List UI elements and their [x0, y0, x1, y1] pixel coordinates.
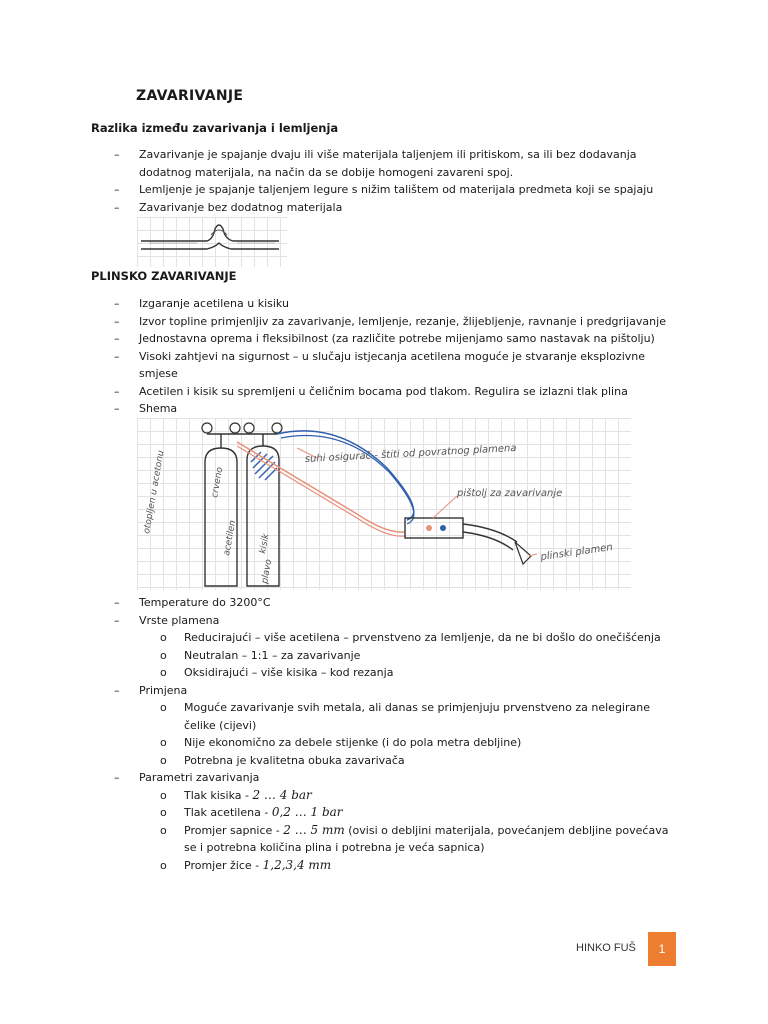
- list-item: – Temperature do 3200°C: [0, 594, 768, 612]
- sub-list-item: o Neutralan – 1:1 – za zavarivanje: [0, 647, 768, 665]
- parameter-value: 2 … 5 mm: [283, 822, 345, 837]
- parameter-item: o Promjer sapnice - 2 … 5 mm (ovisi o debljini materijala, povećanjem debljine povećava se i potrebna količina plina i potrebna je veća sapnica): [160, 822, 669, 854]
- list-item: – Zavarivanje je spajanje dvaju ili više materijala taljenjem ili pritiskom, sa ili bez dodavanja dodatnog materijala, na način da se dobije homogeni zavareni spoj.: [0, 146, 768, 181]
- blue-valve-icon: [440, 525, 446, 531]
- sketch-label-blue: plavo: [260, 558, 275, 585]
- page-title: ZAVARIVANJE: [136, 88, 244, 104]
- sketch-label-dissolved: otopljen u acetonu: [142, 449, 167, 535]
- sub-list-item: o Reducirajući – više acetilena – prvenstveno za lemljenje, da ne bi došlo do onečišćenja: [0, 629, 768, 647]
- weld-joint-drawing: [137, 217, 287, 267]
- list-item-text: Reducirajući – više acetilena – prvenstveno za lemljenje, da ne bi došlo do onečišćenja: [184, 631, 661, 644]
- list-item-text: Nije ekonomično za debele stijenke (i do pola metra debljine): [184, 736, 522, 749]
- sub-list-item: o Moguće zavarivanje svih metala, ali danas se primjenjuju prvenstveno za nelegirane čelike (cijevi): [0, 699, 768, 734]
- gauge-icon: [230, 423, 240, 433]
- torch-icon: [405, 518, 463, 538]
- list-item-text: Acetilen i kisik su spremljeni u čeličnim bocama pod tlakom. Regulira se izlazni tlak plina: [139, 384, 628, 398]
- sketch-label-dryer: suhi osigurač - štiti od povratnog plamena: [304, 442, 517, 465]
- flame-icon: [515, 542, 531, 564]
- flame-list: [0, 594, 768, 874]
- sketch-label-flame: plinski plamen: [539, 541, 614, 563]
- sketch-label-red: crveno: [210, 466, 226, 499]
- list-item-text: Izvor topline primjenljiv za zavarivanje, lemljenje, rezanje, žlijebljenje, ravnanje i predgrijavanje: [139, 314, 666, 328]
- list-item-text: Primjena: [139, 683, 188, 697]
- list-item: – Parametri zavarivanja: [0, 769, 768, 787]
- list-item-text: Neutralan – 1:1 – za zavarivanje: [184, 648, 361, 662]
- list-item: – Jednostavna oprema i fleksibilnost (za različite potrebe mijenjamo samo nastavak na pištolju): [0, 330, 768, 348]
- parameter-note: (ovisi o debljini materijala, povećanjem debljine povećava se i potrebna količina plina i potrebna je veća sapnica): [184, 823, 669, 854]
- sub-list-item: o Nije ekonomično za debele stijenke (i do pola metra debljine): [0, 734, 768, 752]
- sketch-label-oxygen: kisik: [258, 532, 272, 555]
- parameter-value: 2 … 4 bar: [252, 787, 312, 802]
- gauge-icon: [244, 423, 254, 433]
- gas-welding-scheme: [137, 418, 631, 590]
- list-item-text: Vrste plamena: [139, 613, 220, 627]
- list-item-text: Shema: [139, 402, 178, 415]
- list-item-text: Izgaranje acetilena u kisiku: [139, 297, 289, 310]
- parameter-label: Tlak acetilena -: [184, 806, 272, 819]
- parameter-item: o Promjer žice - 1,2,3,4 mm: [160, 857, 332, 872]
- list-item-text: Jednostavna oprema i fleksibilnost (za različite potrebe mijenjamo samo nastavak na pištolju): [139, 332, 655, 345]
- list-item: – Zavarivanje bez dodatnog materijala: [0, 199, 768, 217]
- footer-author: HINKO FUŠ: [576, 942, 636, 954]
- list-item-text: Moguće zavarivanje svih metala, ali danas se primjenjuju prvenstveno za nelegirane čelike (cijevi): [184, 701, 650, 732]
- section-heading-gas-welding: PLINSKO ZAVARIVANJE: [91, 269, 237, 283]
- weld-joint-sketch: [137, 217, 287, 267]
- list-item-text: Oksidirajući – više kisika – kod rezanja: [184, 666, 394, 679]
- list-item-text: Potrebna je kvalitetna obuka zavarivača: [184, 753, 405, 767]
- list-item-text: Temperature do 3200°C: [139, 596, 271, 609]
- list-item: – Lemljenje je spajanje taljenjem legure s nižim talištem od materijala predmeta koji se spajaju: [0, 181, 768, 199]
- list-item-text: Zavarivanje bez dodatnog materijala: [139, 200, 343, 214]
- page-number-badge: 1: [648, 932, 676, 966]
- sub-list-item: o Oksidirajući – više kisika – kod rezanja: [0, 664, 768, 682]
- parameter-value: 0,2 … 1 bar: [271, 805, 343, 819]
- list-item: – Shema: [0, 400, 768, 418]
- list-item-text: Zavarivanje je spajanje dvaju ili više materijala taljenjem ili pritiskom, sa ili bez dodavanja dodatnog materijala, na način da se dobije homogeni zavareni spoj.: [139, 148, 637, 179]
- difference-list: [0, 146, 768, 216]
- parameter-item: o Tlak acetilena - 0,2 … 1 bar: [160, 805, 343, 819]
- parameter-value: 1,2,3,4 mm: [262, 857, 332, 872]
- list-item-text: Parametri zavarivanja: [139, 771, 260, 784]
- list-item: – Acetilen i kisik su spremljeni u čeličnim bocama pod tlakom. Regulira se izlazni tlak plina: [0, 383, 768, 401]
- gas-welding-list: [0, 295, 768, 418]
- gauge-icon: [272, 423, 282, 433]
- list-item: – Izvor topline primjenljiv za zavarivanje, lemljenje, rezanje, žlijebljenje, ravnanje i predgrijavanje: [0, 313, 768, 331]
- list-item: – Primjena: [0, 682, 768, 700]
- gauge-icon: [202, 423, 212, 433]
- sub-list-item: o Potrebna je kvalitetna obuka zavarivača: [0, 752, 768, 770]
- list-item: – Vrste plamena: [0, 612, 768, 630]
- list-item: – Izgaranje acetilena u kisiku: [0, 295, 768, 313]
- list-item-text: Lemljenje je spajanje taljenjem legure s nižim talištem od materijala predmeta koji se spajaju: [139, 183, 654, 196]
- parameter-item: o Tlak kisika - 2 … 4 bar: [160, 787, 312, 802]
- sketch-label-gun: pištolj za zavarivanje: [457, 488, 563, 499]
- section-heading-difference: Razlika između zavarivanja i lemljenja: [91, 121, 339, 135]
- list-item-text: Visoki zahtjevi na sigurnost – u slučaju istjecanja acetilena moguće je stvaranje eksplozivne smjese: [139, 349, 645, 380]
- parameter-label: Tlak kisika -: [184, 788, 253, 802]
- parameter-label: Promjer žice -: [184, 858, 263, 872]
- parameter-label: Promjer sapnice -: [184, 823, 284, 837]
- sketch-label-acetylene: acetilen: [222, 519, 239, 557]
- list-item: – Visoki zahtjevi na sigurnost – u slučaju istjecanja acetilena moguće je stvaranje eksplozivne smjese: [0, 348, 768, 383]
- red-valve-icon: [426, 525, 432, 531]
- gas-welding-drawing: [137, 418, 631, 590]
